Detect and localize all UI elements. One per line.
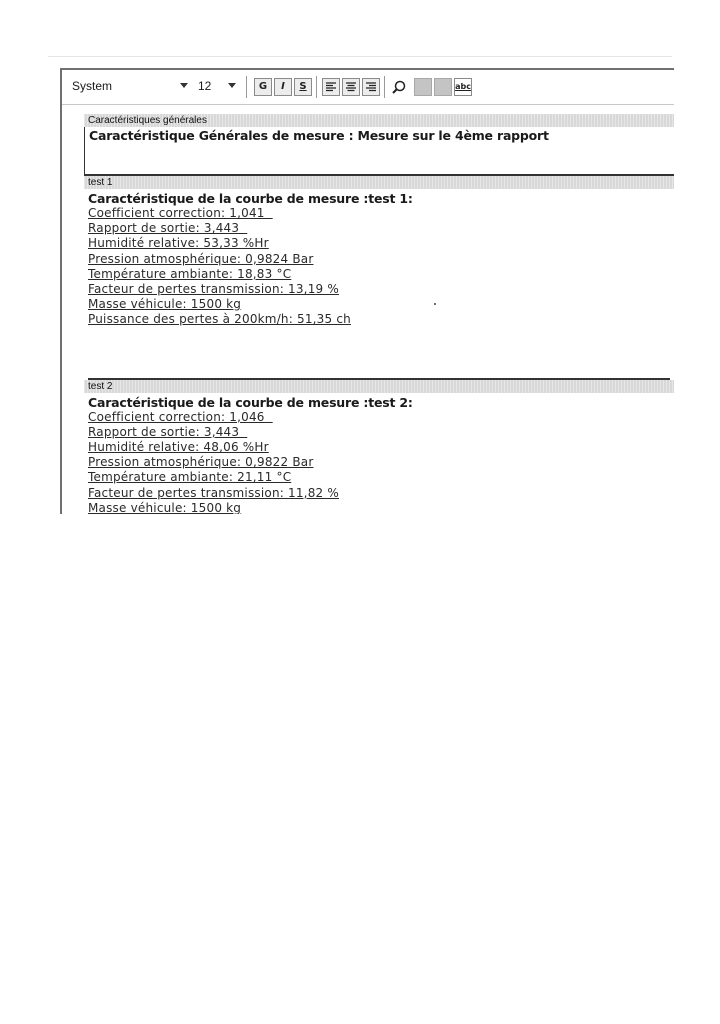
test-1-param-correction: Coefficient correction: 1,041 [88,206,273,220]
test-1-param-loss-power: Puissance des pertes à 200km/h: 51,35 ch [88,312,351,327]
report-content [84,114,674,514]
text-color-button[interactable] [414,78,432,96]
font-size-select[interactable]: 12 [198,79,212,93]
italic-button[interactable]: I [274,78,292,96]
test-1-param-humidity: Humidité relative: 53,33 %Hr [88,236,269,251]
section-header-test-1: test 1 [84,176,674,189]
toolbar-separator [246,76,247,98]
test-2-title: Caractéristique de la courbe de mesure :test 2: [88,394,413,410]
page-divider [48,56,672,57]
test-1-param-temperature: Température ambiante: 18,83 °C [88,266,292,281]
scan-speck [434,303,436,305]
test-1-param-vehicle-mass: Masse véhicule: 1500 kg [88,297,242,312]
test-1-block[interactable] [84,189,674,380]
general-description: Caractéristique Générales de mesure : Mesure sur le 4ème rapport [89,128,549,143]
toolbar-separator [384,76,385,98]
background-color-button[interactable] [434,78,452,96]
section-header-general: Caractéristiques générales [84,114,674,127]
test-2-param-transmission-loss: Facteur de pertes transmission: 11,82 % [88,485,339,500]
align-center-icon [345,81,357,93]
test-1-spacer [88,328,670,380]
toolbar-separator [316,76,317,98]
test-1-param-transmission-loss: Facteur de pertes transmission: 13,19 % [88,282,339,297]
strike-button[interactable]: S [294,78,312,96]
report-editor-window [60,68,674,514]
spellcheck-button[interactable]: abc [454,78,472,96]
test-1-title: Caractéristique de la courbe de mesure :test 1: [88,191,413,206]
align-left-button[interactable] [322,78,340,96]
formatting-toolbar [62,70,674,105]
test-2-block[interactable] [84,393,674,514]
test-1-param-gear-ratio: Rapport de sortie: 3,443 [88,221,248,236]
test-2-param-gear-ratio: Rapport de sortie: 3,443 [88,424,248,439]
chevron-down-icon[interactable] [228,83,236,88]
test-1-param-pressure: Pression atmosphérique: 0,9824 Bar [88,251,314,266]
test-2-param-temperature: Température ambiante: 21,11 °C [88,470,292,485]
chevron-down-icon[interactable] [180,83,188,88]
zoom-button[interactable] [390,78,408,96]
align-right-button[interactable] [362,78,380,96]
test-2-param-vehicle-mass: Masse véhicule: 1500 kg [88,500,242,514]
test-2-param-pressure: Pression atmosphérique: 0,9822 Bar [88,455,314,470]
magnifier-icon [391,79,407,95]
align-right-icon [365,81,377,93]
align-center-button[interactable] [342,78,360,96]
test-2-param-correction: Coefficient correction: 1,046 [88,409,273,424]
general-text-area[interactable] [84,127,674,176]
font-family-select[interactable]: System [72,79,113,93]
bold-button[interactable]: G [254,78,272,96]
test-2-param-humidity: Humidité relative: 48,06 %Hr [88,440,269,455]
section-header-test-2: test 2 [84,380,674,393]
align-left-icon [325,81,337,93]
